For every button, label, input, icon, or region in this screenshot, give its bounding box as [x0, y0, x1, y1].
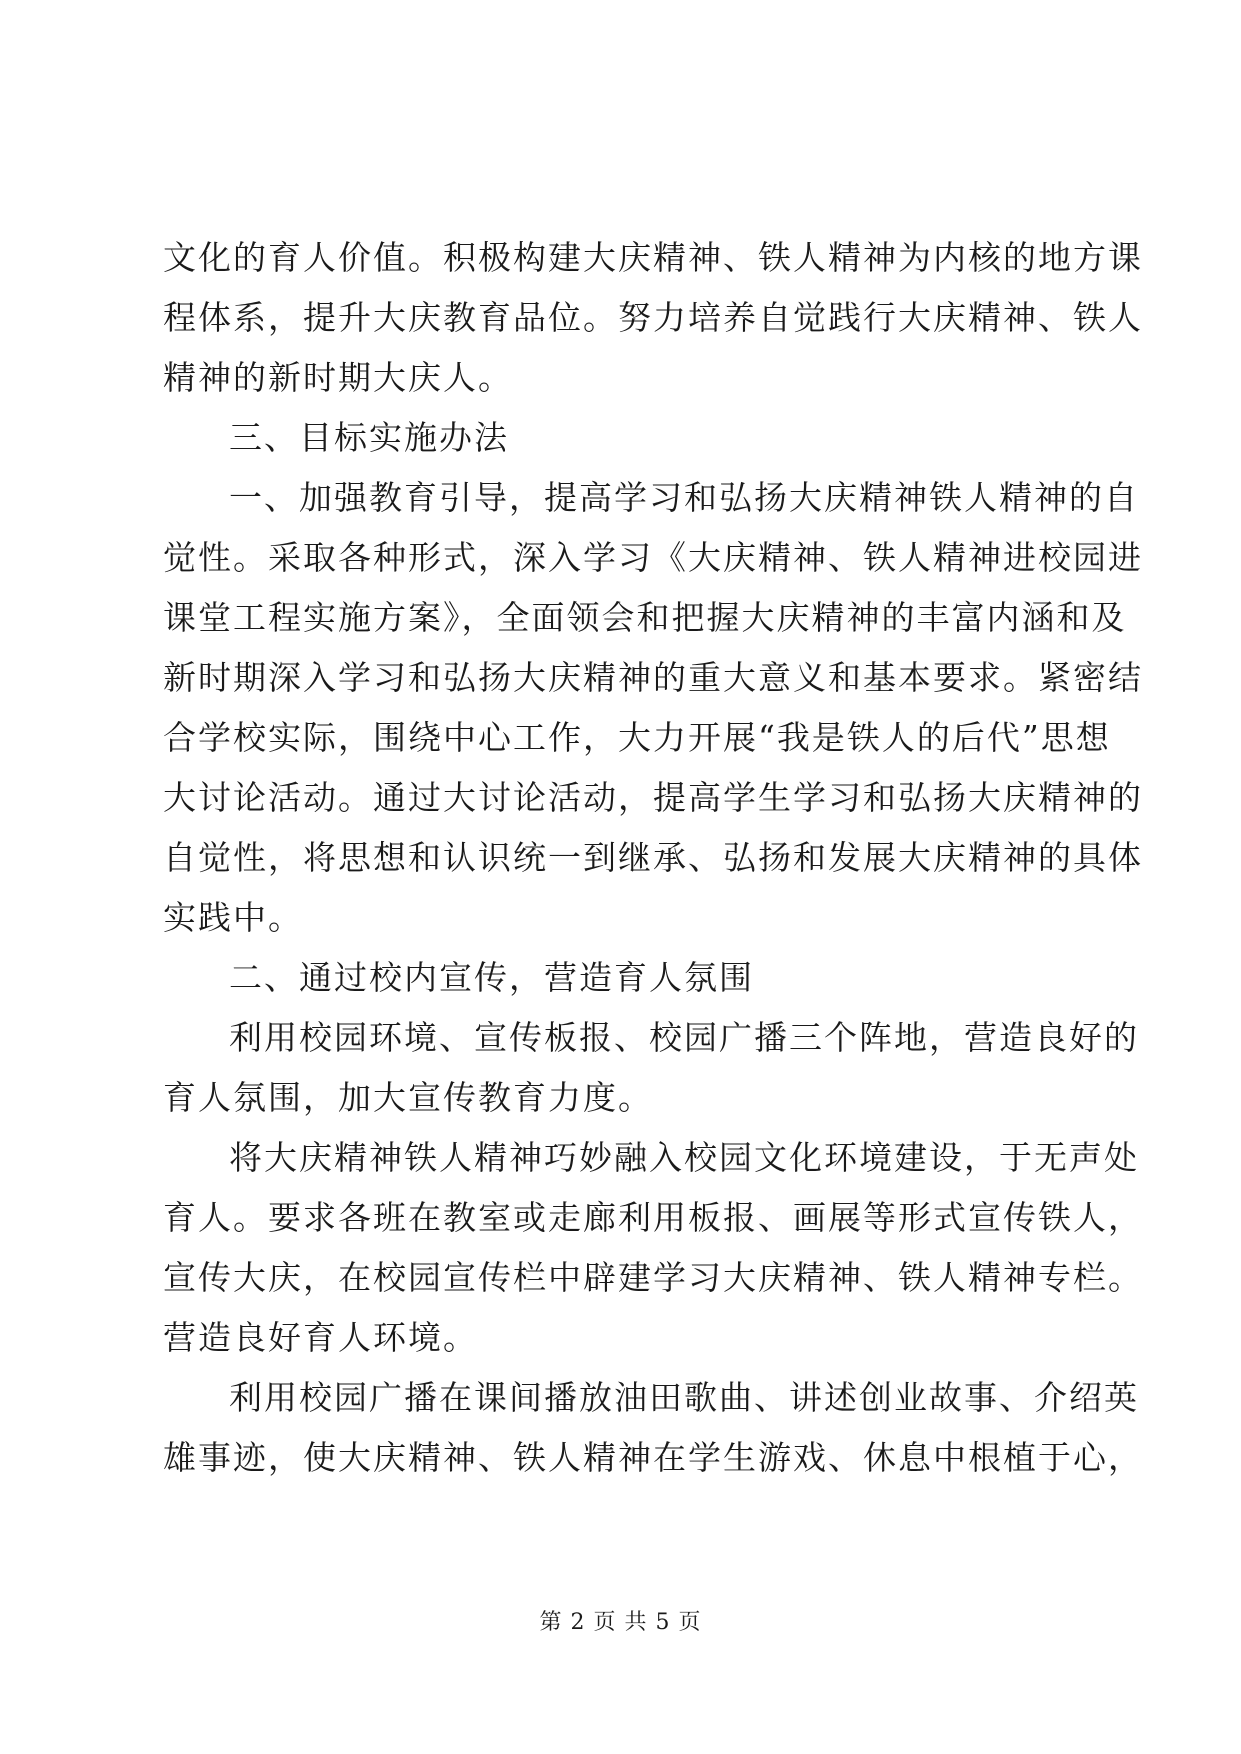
section-heading: 三、目标实施办法	[229, 418, 509, 457]
body-line: 育人。要求各班在教室或走廊利用板报、画展等形式宣传铁人，	[163, 1198, 1143, 1237]
body-line: 新时期深入学习和弘扬大庆精神的重大意义和基本要求。紧密结	[163, 658, 1143, 697]
body-line: 课堂工程实施方案》，全面领会和把握大庆精神的丰富内涵和及	[163, 598, 1127, 637]
paragraph-start: 将大庆精神铁人精神巧妙融入校园文化环境建设，于无声处	[229, 1138, 1139, 1177]
body-line: 育人氛围，加大宣传教育力度。	[163, 1078, 653, 1117]
paragraph-start: 利用校园广播在课间播放油田歌曲、讲述创业故事、介绍英	[229, 1378, 1139, 1417]
body-line: 精神的新时期大庆人。	[163, 358, 513, 397]
body-line: 雄事迹，使大庆精神、铁人精神在学生游戏、休息中根植于心，	[163, 1438, 1143, 1477]
body-line: 宣传大庆，在校园宣传栏中辟建学习大庆精神、铁人精神专栏。	[163, 1258, 1143, 1297]
body-line: 自觉性，将思想和认识统一到继承、弘扬和发展大庆精神的具体	[163, 838, 1143, 877]
document-body	[163, 228, 1143, 1488]
body-line: 营造良好育人环境。	[163, 1318, 478, 1357]
body-line: 文化的育人价值。积极构建大庆精神、铁人精神为内核的地方课	[163, 238, 1143, 277]
body-line: 实践中。	[163, 898, 303, 937]
body-line: 合学校实际，围绕中心工作，大力开展“我是铁人的后代”思想	[163, 718, 1111, 757]
body-line: 觉性。采取各种形式，深入学习《大庆精神、铁人精神进校园进	[163, 538, 1143, 577]
body-line: 程体系，提升大庆教育品位。努力培养自觉践行大庆精神、铁人	[163, 298, 1143, 337]
subsection-heading: 二、通过校内宣传，营造育人氛围	[229, 958, 754, 997]
subsection-heading: 一、加强教育引导，提高学习和弘扬大庆精神铁人精神的自	[229, 478, 1139, 517]
body-line: 大讨论活动。通过大讨论活动，提高学生学习和弘扬大庆精神的	[163, 778, 1143, 817]
paragraph-start: 利用校园环境、宣传板报、校园广播三个阵地，营造良好的	[229, 1018, 1139, 1057]
page-number-footer: 第 2 页 共 5 页	[539, 1610, 702, 1635]
